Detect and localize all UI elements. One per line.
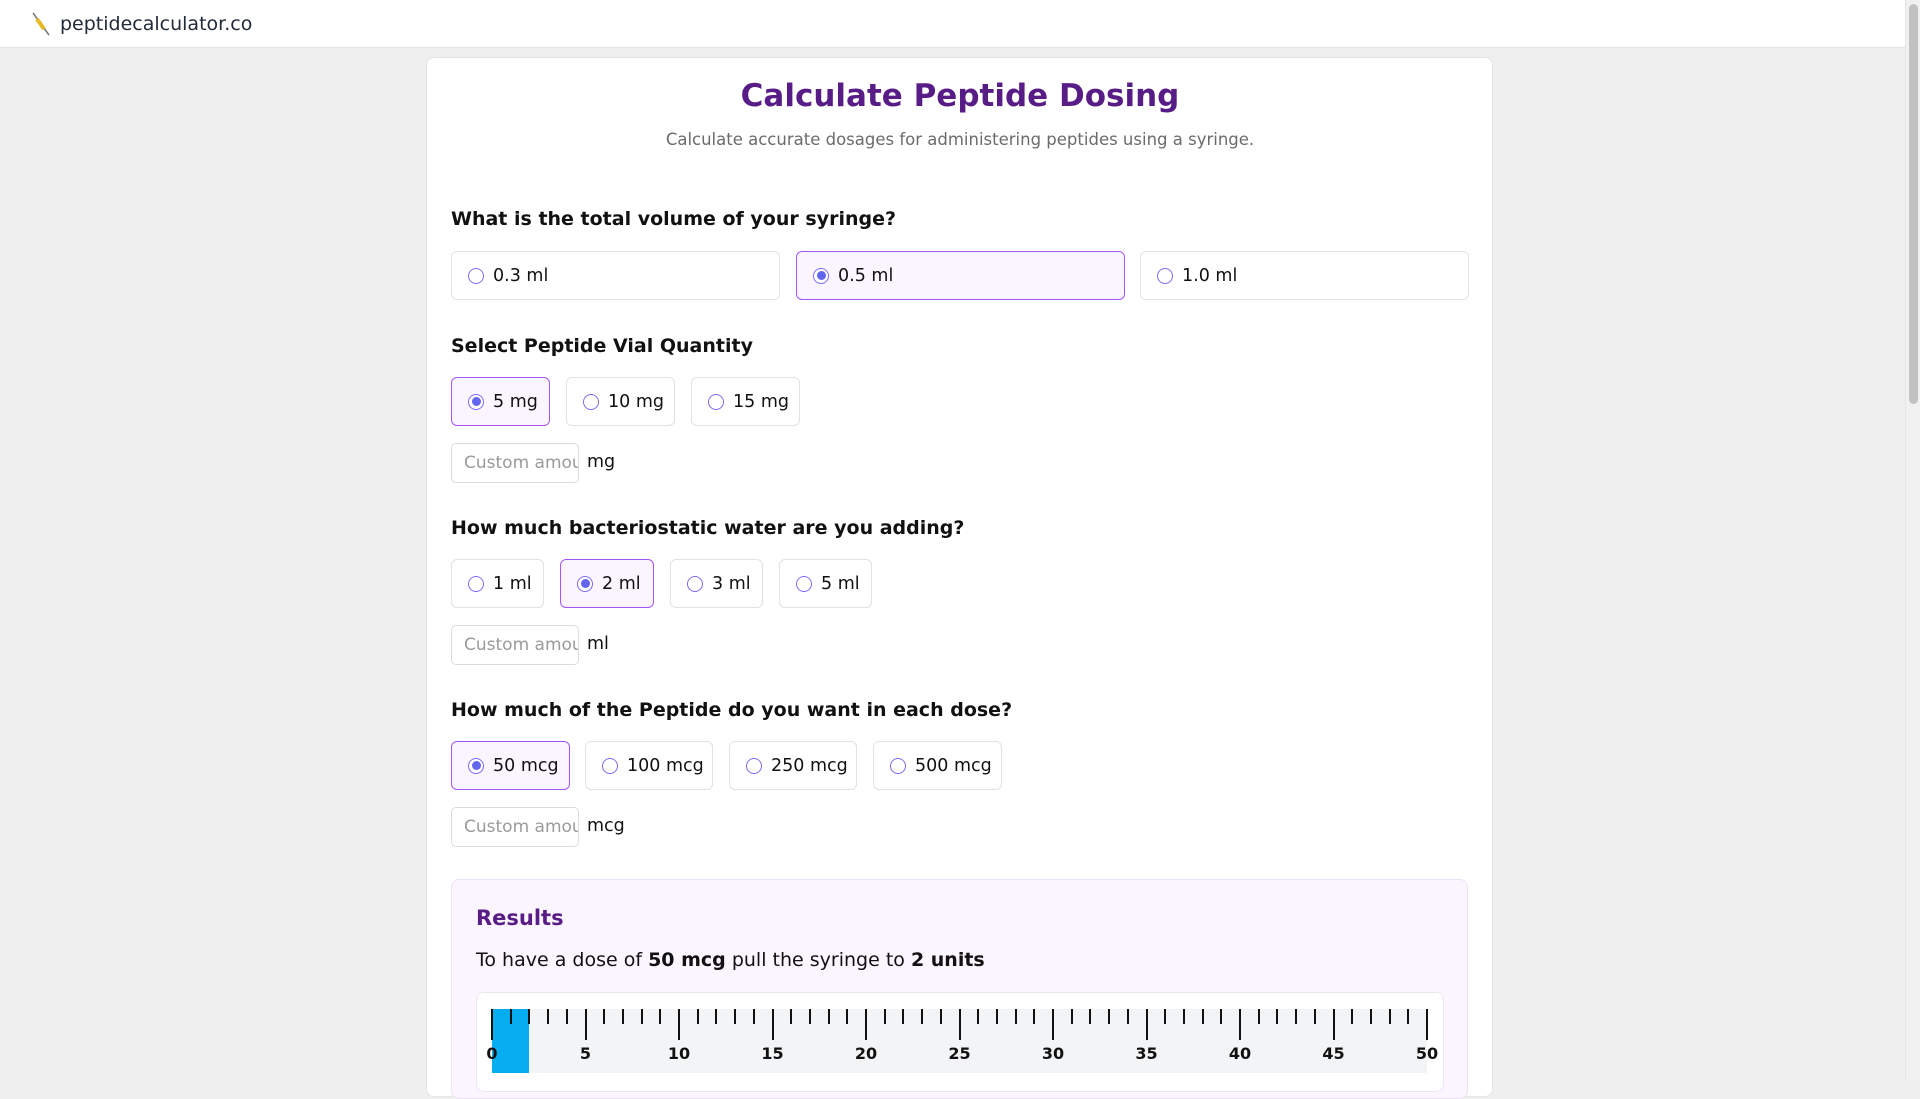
option-dose-100mcg[interactable] xyxy=(585,741,713,790)
minor-tick xyxy=(510,1009,512,1024)
option-label: 15 mg xyxy=(733,391,789,412)
minor-tick xyxy=(1276,1009,1278,1024)
option-vial-10mg[interactable] xyxy=(566,377,675,426)
scrollbar[interactable] xyxy=(1905,0,1920,1080)
radio-icon[interactable] xyxy=(468,576,484,592)
water-question: How much bacteriostatic water are you adding? xyxy=(451,517,965,539)
minor-tick xyxy=(977,1009,979,1024)
minor-tick xyxy=(846,1009,848,1024)
minor-tick xyxy=(1351,1009,1353,1024)
major-tick xyxy=(865,1009,867,1040)
option-water-1ml[interactable] xyxy=(451,559,544,608)
radio-icon[interactable] xyxy=(746,758,762,774)
minor-tick xyxy=(1295,1009,1297,1024)
water-unit-label: ml xyxy=(587,634,609,654)
option-syringe-1.0ml[interactable] xyxy=(1140,251,1469,300)
minor-tick xyxy=(659,1009,661,1024)
option-water-3ml[interactable] xyxy=(670,559,763,608)
option-water-2ml[interactable] xyxy=(560,559,654,608)
radio-icon[interactable] xyxy=(796,576,812,592)
option-vial-5mg[interactable] xyxy=(451,377,550,426)
ruler-label: 5 xyxy=(579,1044,592,1063)
radio-icon[interactable] xyxy=(687,576,703,592)
custom-dose-input[interactable] xyxy=(451,807,579,847)
minor-tick xyxy=(1071,1009,1073,1024)
major-tick xyxy=(959,1009,961,1040)
minor-tick xyxy=(1164,1009,1166,1024)
minor-tick xyxy=(1183,1009,1185,1024)
results-dose: 50 mcg xyxy=(648,949,726,971)
minor-tick xyxy=(528,1009,530,1024)
minor-tick xyxy=(996,1009,998,1024)
syringe-volume-question: What is the total volume of your syringe? xyxy=(451,208,896,230)
radio-icon[interactable] xyxy=(468,758,484,774)
radio-icon[interactable] xyxy=(577,576,593,592)
results-middle: pull the syringe to xyxy=(731,949,905,971)
minor-tick xyxy=(809,1009,811,1024)
vial-quantity-question: Select Peptide Vial Quantity xyxy=(451,335,753,357)
minor-tick xyxy=(715,1009,717,1024)
major-tick xyxy=(678,1009,680,1040)
major-tick xyxy=(585,1009,587,1040)
option-label: 2 ml xyxy=(602,573,641,594)
dose-unit-label: mcg xyxy=(587,816,625,836)
ruler-label: 30 xyxy=(1041,1044,1065,1063)
option-label: 10 mg xyxy=(608,391,664,412)
major-tick xyxy=(1239,1009,1241,1040)
minor-tick xyxy=(884,1009,886,1024)
minor-tick xyxy=(1033,1009,1035,1024)
dose-question: How much of the Peptide do you want in each dose? xyxy=(451,699,1013,721)
option-label: 0.3 ml xyxy=(493,265,549,286)
minor-tick xyxy=(1015,1009,1017,1024)
minor-tick xyxy=(734,1009,736,1024)
results-text xyxy=(476,949,985,971)
option-label: 250 mcg xyxy=(771,755,848,776)
minor-tick xyxy=(1370,1009,1372,1024)
page-subtitle: Calculate accurate dosages for administering peptides using a syringe. xyxy=(665,130,1255,149)
minor-tick xyxy=(547,1009,549,1024)
radio-icon[interactable] xyxy=(890,758,906,774)
minor-tick xyxy=(1314,1009,1316,1024)
option-dose-50mcg[interactable] xyxy=(451,741,570,790)
major-tick xyxy=(1333,1009,1335,1040)
page-title: Calculate Peptide Dosing xyxy=(740,78,1180,114)
vial-unit-label: mg xyxy=(587,452,616,472)
option-label: 5 mg xyxy=(493,391,538,412)
minor-tick xyxy=(1127,1009,1129,1024)
option-label: 5 ml xyxy=(821,573,860,594)
minor-tick xyxy=(1108,1009,1110,1024)
site-name[interactable]: peptidecalculator.co xyxy=(60,12,253,35)
minor-tick xyxy=(1389,1009,1391,1024)
custom-water-input[interactable] xyxy=(451,625,579,665)
top-bar xyxy=(0,0,1905,48)
option-label: 1.0 ml xyxy=(1182,265,1238,286)
results-units: 2 units xyxy=(910,949,985,971)
minor-tick xyxy=(902,1009,904,1024)
ruler-label: 50 xyxy=(1415,1044,1439,1063)
minor-tick xyxy=(697,1009,699,1024)
minor-tick xyxy=(1202,1009,1204,1024)
option-water-5ml[interactable] xyxy=(779,559,872,608)
major-tick xyxy=(1146,1009,1148,1040)
ruler-label: 10 xyxy=(667,1044,691,1063)
radio-icon[interactable] xyxy=(583,394,599,410)
option-label: 100 mcg xyxy=(627,755,704,776)
minor-tick xyxy=(641,1009,643,1024)
ruler-label: 15 xyxy=(761,1044,784,1063)
ruler-label: 35 xyxy=(1135,1044,1158,1063)
option-syringe-0.3ml[interactable] xyxy=(451,251,780,300)
results-title: Results xyxy=(476,906,564,930)
option-label: 1 ml xyxy=(493,573,532,594)
minor-tick xyxy=(790,1009,792,1024)
minor-tick xyxy=(921,1009,923,1024)
radio-icon[interactable] xyxy=(468,268,484,284)
major-tick xyxy=(491,1009,493,1040)
radio-icon[interactable] xyxy=(602,758,618,774)
minor-tick xyxy=(828,1009,830,1024)
minor-tick xyxy=(940,1009,942,1024)
minor-tick xyxy=(1258,1009,1260,1024)
ruler-label: 0 xyxy=(486,1044,498,1063)
radio-icon[interactable] xyxy=(708,394,724,410)
major-tick xyxy=(772,1009,774,1040)
ruler-label: 40 xyxy=(1228,1044,1252,1063)
radio-icon[interactable] xyxy=(1157,268,1173,284)
scrollbar-thumb[interactable] xyxy=(1909,4,1918,404)
ruler-label: 45 xyxy=(1322,1044,1345,1063)
minor-tick xyxy=(566,1009,568,1024)
major-tick xyxy=(1052,1009,1054,1040)
minor-tick xyxy=(1220,1009,1222,1024)
option-label: 0.5 ml xyxy=(838,265,894,286)
ruler-label: 20 xyxy=(854,1044,878,1063)
option-label: 3 ml xyxy=(712,573,751,594)
minor-tick xyxy=(603,1009,605,1024)
option-vial-15mg[interactable] xyxy=(691,377,800,426)
option-dose-250mcg[interactable] xyxy=(729,741,857,790)
syringe-icon xyxy=(30,11,52,37)
minor-tick xyxy=(622,1009,624,1024)
option-dose-500mcg[interactable] xyxy=(873,741,1002,790)
option-syringe-0.5ml[interactable] xyxy=(796,251,1125,300)
radio-icon[interactable] xyxy=(813,268,829,284)
minor-tick xyxy=(753,1009,755,1024)
minor-tick xyxy=(1407,1009,1409,1024)
custom-vial-input[interactable] xyxy=(451,443,579,483)
option-label: 50 mcg xyxy=(493,755,559,776)
results-prefix: To have a dose of xyxy=(476,949,643,971)
major-tick xyxy=(1426,1009,1428,1040)
radio-icon[interactable] xyxy=(468,394,484,410)
ruler-label: 25 xyxy=(948,1044,971,1063)
option-label: 500 mcg xyxy=(915,755,992,776)
minor-tick xyxy=(1089,1009,1091,1024)
